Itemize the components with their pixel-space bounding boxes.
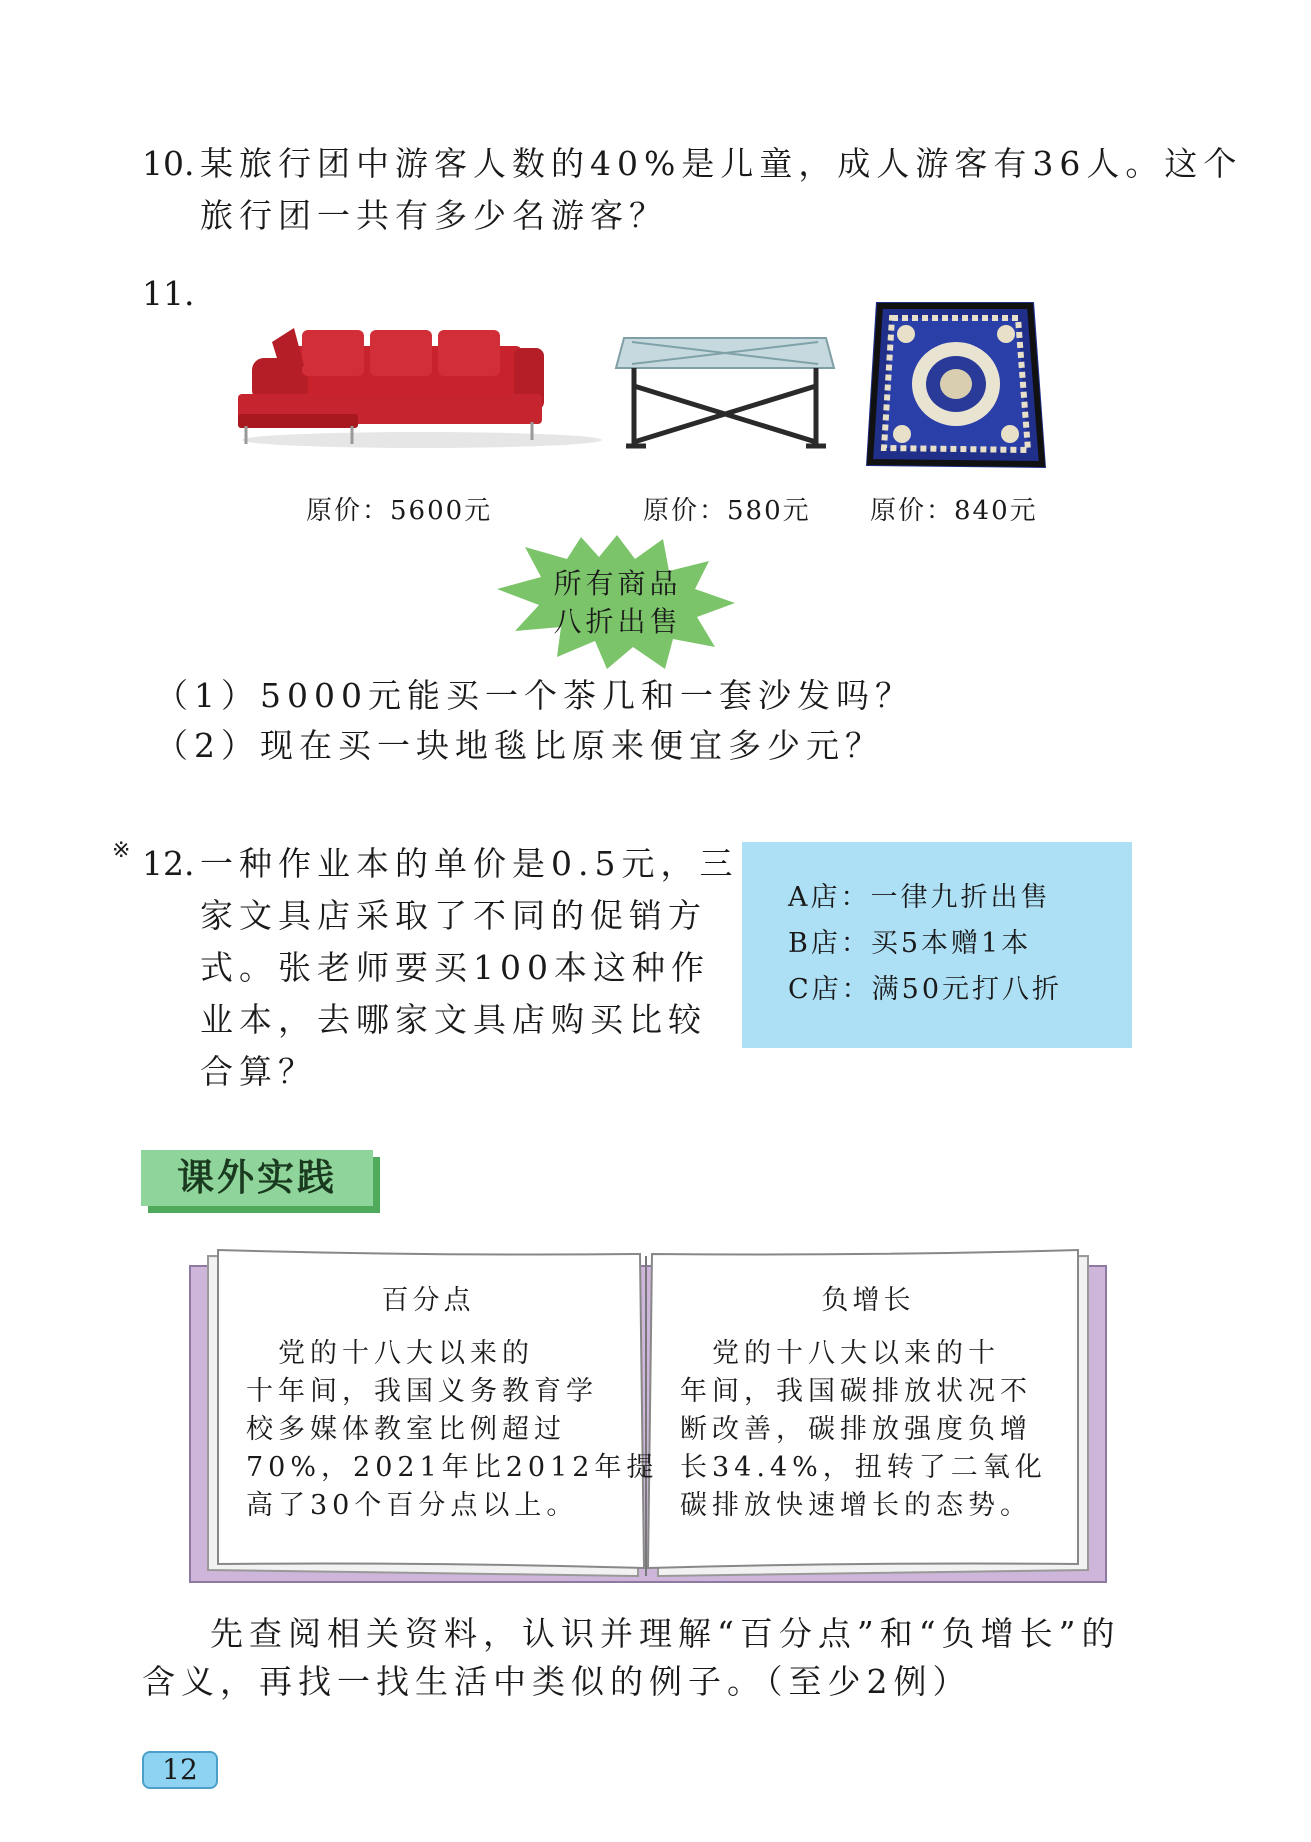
book-right-line: 长34.4%，扭转了二氧化 — [680, 1452, 1047, 1483]
book-left-line: 高了30个百分点以上。 — [246, 1490, 579, 1521]
section-heading: 课外实践 — [141, 1150, 373, 1206]
question-11-number: 11. — [142, 274, 195, 313]
store-a-promo: A店：一律九折出售 — [788, 882, 1051, 913]
question-12-number: 12. — [142, 844, 195, 883]
sofa-image — [232, 318, 602, 448]
activity-prompt-line-1: 先查阅相关资料，认识并理解“百分点”和“负增长”的 — [210, 1614, 1121, 1653]
question-12-text — [200, 838, 739, 1098]
book-right-text — [680, 1335, 1047, 1525]
carpet-price: 原价：840元 — [870, 496, 1038, 526]
question-12-line: 一种作业本的单价是0.5元，三 — [200, 844, 739, 883]
book-right-title: 负增长 — [821, 1285, 915, 1316]
question-12-line: 业本，去哪家文具店购买比较 — [200, 1000, 707, 1039]
question-10-number: 10. — [142, 144, 195, 183]
book-left-text — [246, 1335, 658, 1525]
sale-notice-line-2: 八折出售 — [553, 605, 682, 638]
carpet-image — [866, 298, 1046, 470]
sale-notice-line-1: 所有商品 — [553, 567, 682, 600]
activity-prompt-line-2: 含义，再找一找生活中类似的例子。（至少2例） — [142, 1662, 972, 1701]
book-left-line: 70%，2021年比2012年提 — [246, 1452, 659, 1483]
store-b-promo: B店：买5本赠1本 — [788, 928, 1032, 959]
store-c-promo: C店：满50元打八折 — [788, 974, 1063, 1005]
book-right-line: 年间，我国碳排放状况不 — [680, 1376, 1032, 1407]
book-left-title: 百分点 — [381, 1285, 475, 1316]
question-11-part-1: （1）5000元能买一个茶几和一套沙发吗？ — [155, 676, 914, 715]
challenge-mark: ※ — [112, 838, 131, 863]
book-left-line: 十年间，我国义务教育学 — [246, 1376, 598, 1407]
coffee-table-image — [612, 328, 838, 456]
book-right-line: 断改善，碳排放强度负增 — [680, 1414, 1032, 1445]
book-right-line: 碳排放快速增长的态势。 — [680, 1490, 1032, 1521]
question-12-line: 式。张老师要买100本这种作 — [200, 948, 710, 987]
book-left-line: 党的十八大以来的 — [246, 1338, 534, 1369]
book-left-line: 校多媒体教室比例超过 — [246, 1414, 566, 1445]
sale-notice — [495, 565, 740, 641]
question-12-line: 合算？ — [200, 1052, 317, 1091]
page-number: 12 — [142, 1751, 218, 1789]
question-12-line: 家文具店采取了不同的促销方 — [200, 896, 707, 935]
question-10-line-2: 旅行团一共有多少名游客？ — [200, 196, 668, 235]
book-right-line: 党的十八大以来的十 — [680, 1338, 1000, 1369]
question-10-line-1: 某旅行团中游客人数的40%是儿童，成人游客有36人。这个 — [200, 144, 1243, 183]
table-price: 原价：580元 — [643, 496, 811, 526]
store-promotions-list — [788, 875, 1062, 1013]
question-11-part-2: （2）现在买一块地毯比原来便宜多少元？ — [155, 726, 884, 765]
sofa-price: 原价：5600元 — [306, 496, 493, 526]
